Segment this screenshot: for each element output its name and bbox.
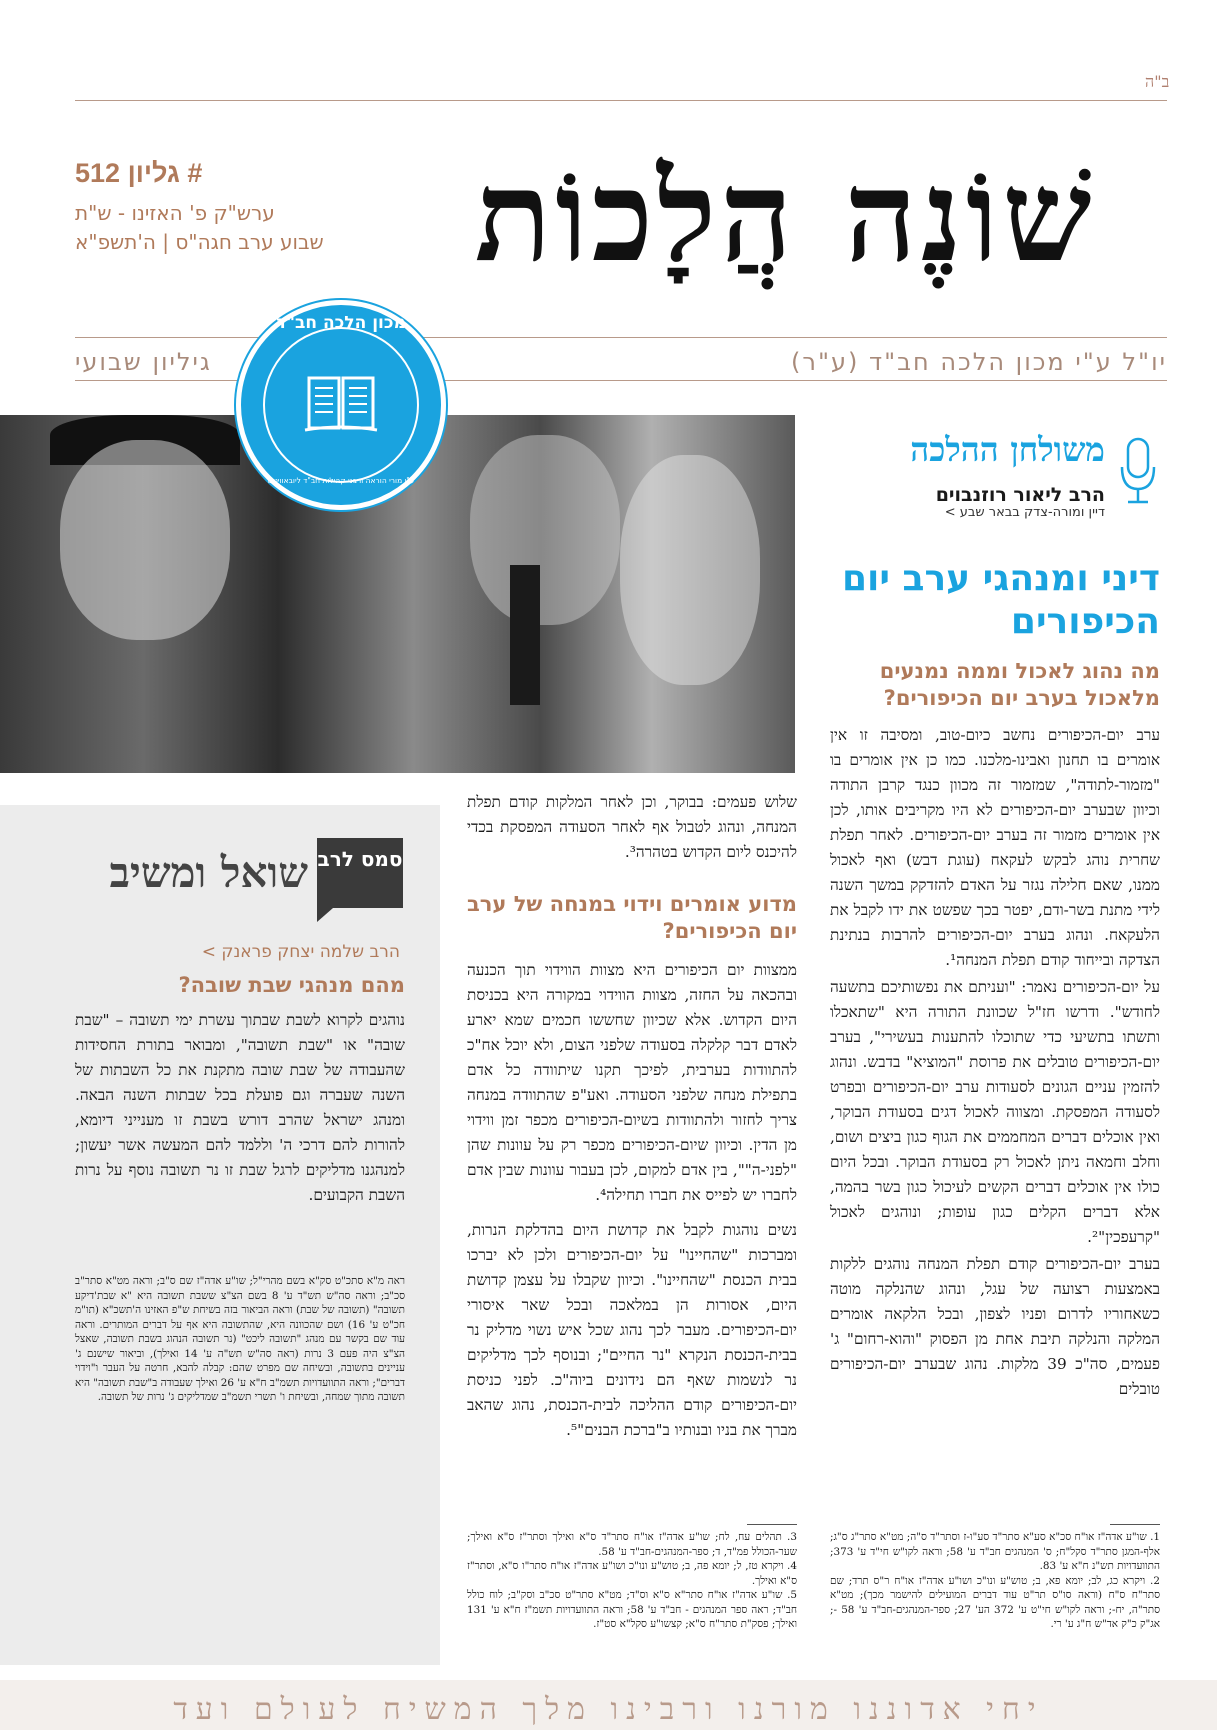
article-title: דיני ומנהגי ערב יום הכיפורים (841, 558, 1160, 643)
institute-seal (236, 300, 446, 510)
issue-date-line: ערש"ק פ' האזינו - ש"ת (75, 201, 275, 225)
qa-section-title: שואל ומשיב (109, 848, 308, 897)
article-column-middle (467, 790, 797, 1443)
header-top-rule (75, 100, 1167, 101)
qa-notes-block (75, 1274, 405, 1405)
masthead-title: שׁוֹנֶה הֲלָכוֹת (474, 142, 1096, 290)
publisher-label: יו"ל ע"י מכון הלכה חב"ד (ע"ר) (791, 348, 1167, 376)
qa-question: מהם מנהגי שבת שובה? (178, 973, 405, 997)
article-paragraph: ערב יום-הכיפורים נחשב כיום-טוב, ומסיבה זו אין אומרים בו תחנון ואבינו-מלכנו. כמו כן אין אומרים בו "מזמור-לתודה", שמזמור זה מכוון כנגד קרבן התודה וכיוון שבערב יום-הכיפורים לא היו מקריבים אותו, לכן אין אומרים מזמור זה בערב יום-הכיפורים. לאחר תפלת שחרית נוהג לבקש לעקאח (עוגת דבש) ואף לאכול ממנו, שאם חלילה נגזר על האדם להזדקק במשך השנה לידי מתנת בשר-ודם, יפטר בכך שפשט את ידו לקבל את הלעקאח. ונהוג בערב יום-הכיפורים להרבות בנתינת הצדקה ובייחוד קודם תפלת המנחה¹. (830, 725, 1160, 969)
issue-number: # גליון 512 (75, 158, 203, 188)
footnote: 4. ויקרא טז, ל; יומא פה, ב; טוש"ע ונו"כ ושו"ע אדה"ז או"ח סתר"ו ס"א, וסתר"ז ס"א ואילך. (467, 1560, 797, 1587)
footnote-rule (747, 1524, 797, 1525)
halacha-table-section-title: משולחן ההלכה (910, 430, 1105, 469)
article-subheading: מדוע אומרים וידוי במנחה של ערב יום הכיפורים? (466, 892, 797, 944)
qa-answer-block (75, 1008, 405, 1208)
sms-badge-tail (317, 908, 333, 922)
footnote-rule (1110, 1524, 1160, 1525)
article-paragraph: ממצוות יום הכיפורים היא מצוות הווידוי תוך הכנעה ובהכאה על החזה, מצוות הווידוי במקורה היא בכניסת היום הקדוש. אלא שכיוון שחששו חכמים שמא יארע לאדם דבר קלקלה בסעודה שלפני הצום, ולא יוכל אח"כ להתוודות בערבית, לפיכך תקנו שיתוודה כל אדם בתפילת מנחה שלפני הסעודה. ואע"פ שהתוודה במנחה צריך לחזור ולהתוודות בשיום-הכיפורים מכפר זמן ווידוי מן הדין. וכיוון שיום-הכיפורים מכפר רק על עוונות שהן "לפני-ה"", בין אדם למקום, לכן בעבור עוונות שבין אדם לחברו יש לפייס את חברו תחילה⁴. (467, 960, 797, 1204)
footnote: 2. ויקרא כג, לב; יומא פא, ב; טוש"ע ונו"כ ושו"ע אדה"ז או"ח ר"ס תרד; שם סתר"ח ס"ח (וראה סו"ס תר"ט עוד דברים המועילים להישמר מכך); מט"א סתר"ה, יח-; וראה לקו"ש חי"ט ע' 372 הע' 27; ספר-המנהגים-חב"ד ע' 58 -; אג"ק כ"ק אד"ש ח"ג ע' רי. (830, 1574, 1160, 1630)
article-paragraph: על יום-הכיפורים נאמר: "ועניתם את נפשותיכם בתשעה לחודש". ודרשו חז"ל שכוונת התורה היא "שתאכלו ותשתו בתשיעי כדי שתוכלו להתענות בעשירי", בערב יום-הכיפורים טובלים את פרוסת "המוציא" בדבש. ונהוג להזמין עניים הגונים לסעודות ערב יום-הכיפורים ובפרט לסעודה המפסקת. ומצווה לאכול דגים בסעודת הבוקר, ואין אוכלים דברים המחממים את הגוף כגון ביצים ושום, וחלב וחמאה ניתן לאכול רק בסעודת הבוקר. ובכל היום כולו אין אוכלים דברים הקשים לעיכול כגון בשר בהמה, אלא דברים הקלים כגון עופות; ונוהגים לאכול "קרעפכין"². (830, 977, 1160, 1246)
footnotes-right (830, 1530, 1160, 1632)
open-book-icon (301, 370, 381, 440)
header-mid-rule (75, 337, 1167, 338)
sms-badge: סמס לרב (317, 838, 403, 908)
footnote: 3. תהלים עח, לח; שו"ע אדה"ז או"ח סתר"ד ס"א ואילך וסתר"ז ס"א ואילך; שער-הכולל פמ"ד, ד; ספר-המנהגים-חב"ד ע' 58. (467, 1531, 797, 1558)
issue-date-line: שבוע ערב חגה"ס | ה'תשפ"א (75, 230, 324, 254)
article-paragraph: בערב יום-הכיפורים קודם תפלת המנחה נוהגים ללקות באמצעות רצועה של עגל, ונהוג שהנלקה מוטה כשאחוריו לדרום ופניו לצפון, ובכל הלקאה אומרים המלקה והנלקה תיבת אחת מן הפסוק "והוא-רחום" ג' פעמים, סה"כ 39 מלקות. נהוג שבערב יום-הכיפורים טובלים (830, 1254, 1160, 1398)
footnote: 1. שו"ע אדה"ז או"ח סכ"א סע"א סתר"ד סע"ו-ז וסתר"ד ס"ה; מט"א סתר"ג ס"ג; אלף-המגן סתר"ד סקל"ח; ס' המנהגים חב"ד ע' 58; וראה לקו"ש חי"ד ע' 373; התוועדויות תש"נ ח"א ע' 83. (830, 1531, 1161, 1572)
article-paragraph: נשים נוהגות לקבל את קדושת היום בהדלקת הנרות, ומברכות "שהחיינו" על יום-הכיפורים ולכן לא יברכו בבית הכנסת "שהחיינו". וכיוון שקבלו על עצמן קדושת היום, אסורות הן במלאכה ובכל שאר איסורי יום-הכיפורים. מעבר לכך נהוג שכל איש נשוי מדליק נר בבית-הכנסת הנקרא "נר החיים"; ובנוסף לכך מדליקים נר לנשמות שאף הם נידונים ביוה"כ. לפני כניסת יום-הכיפורים קודם ההליכה לבית-הכנסת, נהוג שהאב מברך את בניו ובנותיו ב"ברכת הבנים"⁵. (467, 1220, 797, 1439)
qa-box (0, 805, 440, 1665)
qa-answer: נוהגים לקרוא לשבת שבתוך עשרת ימי תשובה – "שבת שובה" או "שבת תשובה", ומבואר בתורת החסידות שהעבודה של שבת שובה מתקנת את כל השבתות של השנה שעברה וגם פועלת בכל שבתות השנה הבאה. ומנהג ישראל שהרב דורש בשבת זו מענייני דיומא, להורות להם דרכי ה' וללמד להם המעשה אשר יעשון; למנהגנו מדליקים לרגל שבת זו נר תשובה נוסף על נרות השבת הקבועים. (75, 1011, 405, 1204)
author-name: הרב ליאור רוזנבוים (935, 484, 1105, 506)
footnote: 5. שו"ע אדה"ז או"ח סתר"א ס"א וס"ד; מט"א סתר"ט סכ"ב וסק"ב; לוח כולל חב"ד; ראה ספר המנהגים - חב"ד ע' 58; וראה התוועדויות תשמ"ז ח"א ע' 131 ואילך; פסק"ת סתר"ח ס"א; קצשו"ע סקל"א סט"ז. (467, 1589, 798, 1630)
footnotes-middle (467, 1530, 797, 1632)
issue-dates (75, 199, 375, 257)
qa-author[interactable]: הרב שלמה יצחק פראנק > (201, 942, 400, 962)
article-column-right (830, 658, 1160, 1402)
issue-info (75, 158, 375, 257)
seal-subtitle: ע"י מורי הוראה ורבני קהילות חב"ד ליובאוויטש (267, 476, 415, 485)
seal-title: מכון הלכה חב"ד (276, 313, 406, 333)
weekly-label: גיליון שבועי (75, 348, 212, 376)
article-paragraph: שלוש פעמים: בבוקר, וכן לאחר המלקות קודם תפלת המנחה, ונהוג לטבול אף לאחר הסעודה המפסקת בכדי להיכנס ליום הקדוש בטהרה³. (467, 793, 797, 861)
bh-mark: ב"ה (1145, 72, 1170, 91)
article-subheading: מה נהוג לאכול וממה נמנעים מלאכול בערב יום הכיפורים? (879, 659, 1160, 711)
microphone-icon (1118, 435, 1158, 507)
author-role[interactable]: דיין ומורה-צדק בבאר שבע > (944, 505, 1105, 520)
footer-text: יחי אדוננו מורנו ורבינו מלך המשיח לעולם ועד (173, 1692, 1044, 1727)
qa-notes: ראה מ"א סתכ"ט סק"א בשם מהרי"ל; שו"ע אדה"ז שם ס"ב; וראה מט"א סתר"ב סכ"ב; וראה סה"ש תש"ד ע' 8 בשם הצ"צ ששבת תשובה היא "א שבת'דיקע תשובה" (תשובה של שבת) וראה הביאור בזה בשיחת ש"פ האזינו ה'תשכ"א (תו"מ חכ"ט ע' 16) ושם שהכוונה היא, שהתשובה היא אף על דברים המותרים. וראה עוד שם בקשר עם מנהג "תשובה ליכט" (נר תשובה הנהוג בשבת תשובה, שאצל הצ"צ היה פעם 3 נרות (ראה סה"ש תש"ה ע' 14 ואילך), וביאור שישנם ג' עניינים בתשובה, ובשיחה שם מפרט שהם: קבלה להבא, חרטה על העבר ו"וידוי דברים"; וראה התוועדויות תשמ"ב ח"א ע' 26 ואילך שעבודה ב"שבת תשובה" היא תשובה מתוך שמחה, ובשיחת ו' תשרי תשמ"ב שמדליקים ג' נרות של תשובה. (75, 1275, 405, 1403)
